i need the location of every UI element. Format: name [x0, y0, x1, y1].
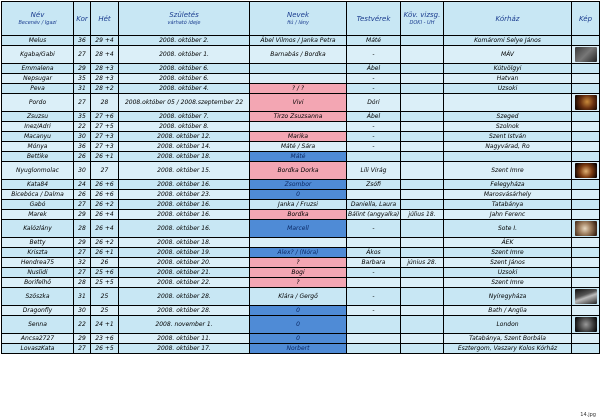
cell-nevek: Janka / Fruzsi [250, 200, 347, 210]
cell-kov [401, 278, 444, 288]
cell-nev: Kriszta [2, 248, 74, 258]
cell-nevek [250, 64, 347, 74]
cell-kov [401, 344, 444, 354]
cell-nev: Betty [2, 238, 74, 248]
cell-testverek: Barbara [347, 258, 401, 268]
cell-kov [401, 64, 444, 74]
cell-kor: 24 [74, 180, 91, 190]
table-row [2, 94, 600, 112]
cell-kor: 27 [74, 248, 91, 258]
pregnancy-table [1, 1, 600, 354]
cell-het: 26 +6 [91, 180, 119, 190]
cell-kor: 29 [74, 210, 91, 220]
cell-szuletes: 2008. október 21. [119, 268, 250, 278]
header-nev: Név Becenév / Igazi [2, 2, 74, 36]
cell-nev: LovaszKata [2, 344, 74, 354]
cell-nev: Melus [2, 36, 74, 46]
cell-het: 25 [91, 306, 119, 316]
table-row [2, 316, 600, 334]
table-row [2, 64, 600, 74]
cell-kov [401, 152, 444, 162]
cell-kep [572, 142, 600, 152]
cell-nev: Kgaba/Gabi [2, 46, 74, 64]
cell-kep [572, 162, 600, 180]
cell-nevek: 0 [250, 190, 347, 200]
cell-het: 26 +4 [91, 220, 119, 238]
cell-het: 28 +3 [91, 64, 119, 74]
ultrasound-image [575, 289, 597, 304]
table-row [2, 36, 600, 46]
cell-kov [401, 112, 444, 122]
table-row [2, 122, 600, 132]
cell-nev: Marek [2, 210, 74, 220]
cell-testverek: Zsófi [347, 180, 401, 190]
cell-kep [572, 94, 600, 112]
cell-korhaz: Tatabánya [444, 200, 572, 210]
cell-szuletes: 2008. október 16. [119, 200, 250, 210]
cell-kov [401, 334, 444, 344]
cell-kov [401, 316, 444, 334]
cell-kov [401, 46, 444, 64]
cell-szuletes: 2008. október 28. [119, 306, 250, 316]
cell-nevek: ? / ? [250, 84, 347, 94]
cell-kor: 30 [74, 132, 91, 142]
header-testverek: Testvérek [347, 2, 401, 36]
cell-testverek: Ábel [347, 112, 401, 122]
header-kor: Kor [74, 2, 91, 36]
cell-kep [572, 200, 600, 210]
cell-szuletes: 2008. október 19. [119, 248, 250, 258]
cell-nevek: Marcell [250, 220, 347, 238]
cell-nevek: 0 [250, 316, 347, 334]
cell-kov [401, 142, 444, 152]
table-row [2, 344, 600, 354]
cell-nev: Nepsugar [2, 74, 74, 84]
cell-szuletes: 2008. október 2. [119, 36, 250, 46]
cell-testverek: Daniella, Laura [347, 200, 401, 210]
cell-kor: 29 [74, 238, 91, 248]
cell-szuletes: 2008. október 16. [119, 210, 250, 220]
cell-korhaz: Felegyháza [444, 180, 572, 190]
cell-korhaz: Tatabánya, Szent Borbála [444, 334, 572, 344]
cell-kep [572, 248, 600, 258]
cell-korhaz: Uzsoki [444, 268, 572, 278]
cell-korhaz: Nagyvárad, Ro [444, 142, 572, 152]
ultrasound-image [575, 95, 597, 110]
cell-kep [572, 306, 600, 316]
cell-testverek: - [347, 288, 401, 306]
cell-nevek [250, 238, 347, 248]
cell-testverek: Lili Virág [347, 162, 401, 180]
cell-korhaz: Szent István [444, 132, 572, 142]
cell-korhaz: Marosvásárhely [444, 190, 572, 200]
cell-het: 27 [91, 162, 119, 180]
cell-szuletes: 2008. október 1. [119, 46, 250, 64]
cell-testverek: Máté [347, 36, 401, 46]
table-body [2, 36, 600, 354]
cell-korhaz: Uzsoki [444, 84, 572, 94]
cell-szuletes: 2008. október 17. [119, 344, 250, 354]
cell-kov [401, 74, 444, 84]
cell-nev: Pordo [2, 94, 74, 112]
cell-szuletes: 2008. október 18. [119, 152, 250, 162]
table-row [2, 142, 600, 152]
table-row [2, 306, 600, 316]
cell-kor: 27 [74, 200, 91, 210]
cell-kor: 26 [74, 152, 91, 162]
header-nevek: Nevek fiú / lány [250, 2, 347, 36]
cell-kor: 36 [74, 142, 91, 152]
cell-nev: Szöszka [2, 288, 74, 306]
cell-korhaz: Szent Imre [444, 278, 572, 288]
cell-kor: 27 [74, 46, 91, 64]
cell-kor: 26 [74, 190, 91, 200]
cell-testverek: - [347, 84, 401, 94]
cell-korhaz: ÁEK [444, 238, 572, 248]
cell-het: 25 [91, 288, 119, 306]
cell-kor: 36 [74, 36, 91, 46]
cell-testverek [347, 190, 401, 200]
cell-kep [572, 180, 600, 190]
ultrasound-image [575, 163, 597, 178]
table-row [2, 248, 600, 258]
cell-het: 25 +5 [91, 278, 119, 288]
ultrasound-image [575, 221, 597, 236]
cell-kep [572, 84, 600, 94]
cell-het: 29 +4 [91, 36, 119, 46]
cell-het: 28 +3 [91, 74, 119, 84]
cell-szuletes: 2008. október 16. [119, 180, 250, 190]
cell-szuletes: 2008. október 6. [119, 74, 250, 84]
cell-kep [572, 112, 600, 122]
cell-szuletes: 2008. október 16. [119, 220, 250, 238]
cell-kep [572, 132, 600, 142]
cell-kep [572, 334, 600, 344]
cell-testverek [347, 278, 401, 288]
cell-nevek: Bordka Dorka [250, 162, 347, 180]
header-korhaz: Kórház [444, 2, 572, 36]
cell-korhaz [444, 94, 572, 112]
cell-testverek: Ákos [347, 248, 401, 258]
cell-szuletes: 2008. október 14. [119, 142, 250, 152]
cell-kor: 27 [74, 344, 91, 354]
ultrasound-image [575, 47, 597, 62]
cell-kor: 29 [74, 334, 91, 344]
cell-kep [572, 288, 600, 306]
cell-nev: Macanyu [2, 132, 74, 142]
page-footer: 14.jpg [580, 412, 596, 418]
cell-kor: 22 [74, 122, 91, 132]
cell-het: 27 +5 [91, 122, 119, 132]
cell-kor: 27 [74, 94, 91, 112]
cell-nev: Dragonfly [2, 306, 74, 316]
cell-kov [401, 36, 444, 46]
table-row [2, 334, 600, 344]
cell-szuletes: 2008. október 7. [119, 112, 250, 122]
cell-szuletes: 2008. október 18. [119, 238, 250, 248]
header-kep: Kép [572, 2, 600, 36]
cell-nev: Senna [2, 316, 74, 334]
cell-testverek: - [347, 74, 401, 84]
cell-kor: 29 [74, 64, 91, 74]
cell-szuletes: 2008. október 22. [119, 278, 250, 288]
cell-het: 26 +5 [91, 344, 119, 354]
cell-nevek: Alex? / (Nóra) [250, 248, 347, 258]
cell-kov [401, 268, 444, 278]
table-row [2, 288, 600, 306]
cell-het: 26 +1 [91, 152, 119, 162]
cell-kep [572, 64, 600, 74]
cell-kor: 30 [74, 162, 91, 180]
cell-kep [572, 210, 600, 220]
cell-kep [572, 122, 600, 132]
cell-kov [401, 220, 444, 238]
cell-kor: 22 [74, 316, 91, 334]
cell-kep [572, 36, 600, 46]
cell-szuletes: 2008. október 6. [119, 64, 250, 74]
cell-kov [401, 238, 444, 248]
cell-kov [401, 180, 444, 190]
cell-nev: Hendrea75 [2, 258, 74, 268]
cell-nev: Emmalena [2, 64, 74, 74]
cell-nevek: Bogi [250, 268, 347, 278]
cell-nev: Peva [2, 84, 74, 94]
cell-kov [401, 132, 444, 142]
cell-kov [401, 200, 444, 210]
cell-kep [572, 238, 600, 248]
cell-testverek [347, 344, 401, 354]
cell-szuletes: 2008. október 28. [119, 288, 250, 306]
table-row [2, 132, 600, 142]
cell-het: 24 +1 [91, 316, 119, 334]
cell-kor: 28 [74, 220, 91, 238]
cell-nevek: Máté / Sára [250, 142, 347, 152]
cell-nevek: 0 [250, 334, 347, 344]
cell-kor: 28 [74, 278, 91, 288]
cell-testverek [347, 238, 401, 248]
cell-nevek: Klára / Gergő [250, 288, 347, 306]
cell-kor: 35 [74, 74, 91, 84]
cell-het: 27 +6 [91, 112, 119, 122]
cell-nevek: Norbert [250, 344, 347, 354]
table-row [2, 152, 600, 162]
header-row [2, 2, 600, 36]
cell-kep [572, 190, 600, 200]
cell-szuletes: 2008. október 4. [119, 84, 250, 94]
cell-kep [572, 316, 600, 334]
cell-nevek: Vivi [250, 94, 347, 112]
cell-korhaz: Szent Imre [444, 162, 572, 180]
cell-nevek: Máté [250, 152, 347, 162]
cell-kor: 27 [74, 268, 91, 278]
cell-testverek [347, 152, 401, 162]
cell-kov [401, 84, 444, 94]
cell-korhaz: Szent Imre [444, 248, 572, 258]
cell-korhaz: Esztergom, Vaszary Kolos Kórház [444, 344, 572, 354]
header-szuletes: Születés várható ideje [119, 2, 250, 36]
cell-korhaz: Szent János [444, 258, 572, 268]
cell-korhaz: Hatvan [444, 74, 572, 84]
cell-het: 26 +2 [91, 200, 119, 210]
cell-testverek: Dóri [347, 94, 401, 112]
cell-kep [572, 258, 600, 268]
cell-szuletes: 2008. november 1. [119, 316, 250, 334]
table-row [2, 46, 600, 64]
table-row [2, 258, 600, 268]
cell-kep [572, 74, 600, 84]
cell-korhaz: Sote I. [444, 220, 572, 238]
cell-het: 28 +2 [91, 84, 119, 94]
cell-kov [401, 248, 444, 258]
cell-korhaz: Bath / Anglia [444, 306, 572, 316]
cell-nevek: Zsombor [250, 180, 347, 190]
cell-nevek: Marika [250, 132, 347, 142]
cell-het: 26 +6 [91, 190, 119, 200]
cell-nev: Nyuglonmolac [2, 162, 74, 180]
cell-korhaz: Kútvölgyi [444, 64, 572, 74]
cell-kov: június 28. [401, 258, 444, 268]
cell-testverek: Bálint (angyalka) [348, 211, 400, 218]
cell-kor: 32 [74, 258, 91, 268]
cell-testverek [347, 316, 401, 334]
cell-testverek [347, 334, 401, 344]
cell-kep [572, 220, 600, 238]
cell-korhaz [444, 152, 572, 162]
cell-kov [401, 94, 444, 112]
cell-het: 26 +2 [91, 238, 119, 248]
cell-het: 26 +4 [91, 210, 119, 220]
cell-het: 28 [91, 94, 119, 112]
cell-korhaz: Szolnok [444, 122, 572, 132]
cell-nevek: ? [250, 258, 347, 268]
cell-nevek: Ábel Vilmos / Janka Petra [250, 36, 347, 46]
table-row [2, 84, 600, 94]
cell-nev: Bicebóca / Dalma [2, 190, 74, 200]
cell-kep [572, 278, 600, 288]
cell-nevek: Barnabás / Bordka [250, 46, 347, 64]
header-het: Hét [91, 2, 119, 36]
cell-het: 27 +3 [91, 132, 119, 142]
cell-testverek: Ábel [347, 64, 401, 74]
cell-testverek: - [347, 268, 401, 278]
table-row [2, 200, 600, 210]
cell-nev: Ancsa2727 [2, 334, 74, 344]
cell-kor: 30 [74, 306, 91, 316]
table-row [2, 190, 600, 200]
cell-nev: Inez/Adri [2, 122, 74, 132]
table-row [2, 162, 600, 180]
cell-korhaz: Nyíregyháza [444, 288, 572, 306]
table-row [2, 180, 600, 190]
cell-kep [572, 268, 600, 278]
cell-nevek [250, 122, 347, 132]
cell-het: 26 +1 [91, 248, 119, 258]
cell-korhaz: MÁV [444, 46, 572, 64]
cell-kor: 31 [74, 288, 91, 306]
cell-kov [401, 190, 444, 200]
table-row [2, 220, 600, 238]
cell-szuletes: 2008.október 05 / 2008.szeptember 22 [119, 94, 250, 112]
table-row [2, 268, 600, 278]
cell-kor: 35 [74, 112, 91, 122]
cell-kov [401, 122, 444, 132]
table-row [2, 210, 600, 220]
cell-kov [401, 288, 444, 306]
cell-nev: Mónya [2, 142, 74, 152]
cell-het: 25 +6 [91, 268, 119, 278]
cell-nev: Kalózlány [2, 220, 74, 238]
table-row [2, 74, 600, 84]
cell-het: 26 [91, 258, 119, 268]
cell-szuletes: 2008. október 8. [119, 122, 250, 132]
cell-szuletes: 2008. október 12. [119, 132, 250, 142]
table-row [2, 278, 600, 288]
cell-korhaz: Szeged [444, 112, 572, 122]
cell-korhaz: Jahn Ferenc [444, 210, 572, 220]
cell-nev: Nuslidi [2, 268, 74, 278]
cell-szuletes: 2008. október 20. [119, 258, 250, 268]
cell-szuletes: 2008. október 23. [119, 190, 250, 200]
cell-nev: Zsuzsu [2, 112, 74, 122]
cell-szuletes: 2008. október 15. [119, 162, 250, 180]
ultrasound-image [575, 317, 597, 332]
table-row [2, 238, 600, 248]
cell-testverek: - [347, 46, 401, 64]
cell-kep [572, 152, 600, 162]
cell-nev: Gabó [2, 200, 74, 210]
cell-korhaz: Komáromi Selye János [444, 36, 572, 46]
cell-szuletes: 2008. október 11. [119, 334, 250, 344]
cell-nevek [250, 74, 347, 84]
cell-nevek: ? [250, 278, 347, 288]
cell-nev: Borifelhő [2, 278, 74, 288]
cell-kep [572, 344, 600, 354]
cell-testverek: - [347, 306, 401, 316]
cell-kor: 31 [74, 84, 91, 94]
cell-testverek: - [347, 132, 401, 142]
cell-kep [572, 46, 600, 64]
cell-nevek: 0 [250, 306, 347, 316]
cell-testverek: - [347, 220, 401, 238]
cell-nevek: Bordka [250, 210, 347, 220]
cell-korhaz: London [444, 316, 572, 334]
table-row [2, 112, 600, 122]
cell-nev: Bettike [2, 152, 74, 162]
cell-testverek: - [347, 122, 401, 132]
cell-het: 28 +4 [91, 46, 119, 64]
cell-kov [401, 162, 444, 180]
cell-het: 23 +6 [91, 334, 119, 344]
cell-testverek: - [347, 142, 401, 152]
cell-het: 27 +3 [91, 142, 119, 152]
cell-nevek: Tirzo Zsuzsanna [250, 112, 347, 122]
cell-kov [401, 306, 444, 316]
cell-nev: Kata84 [2, 180, 74, 190]
header-kov: Köv. vizsg. DOKI - UH [401, 2, 444, 36]
cell-kov: július 18. [401, 210, 444, 220]
